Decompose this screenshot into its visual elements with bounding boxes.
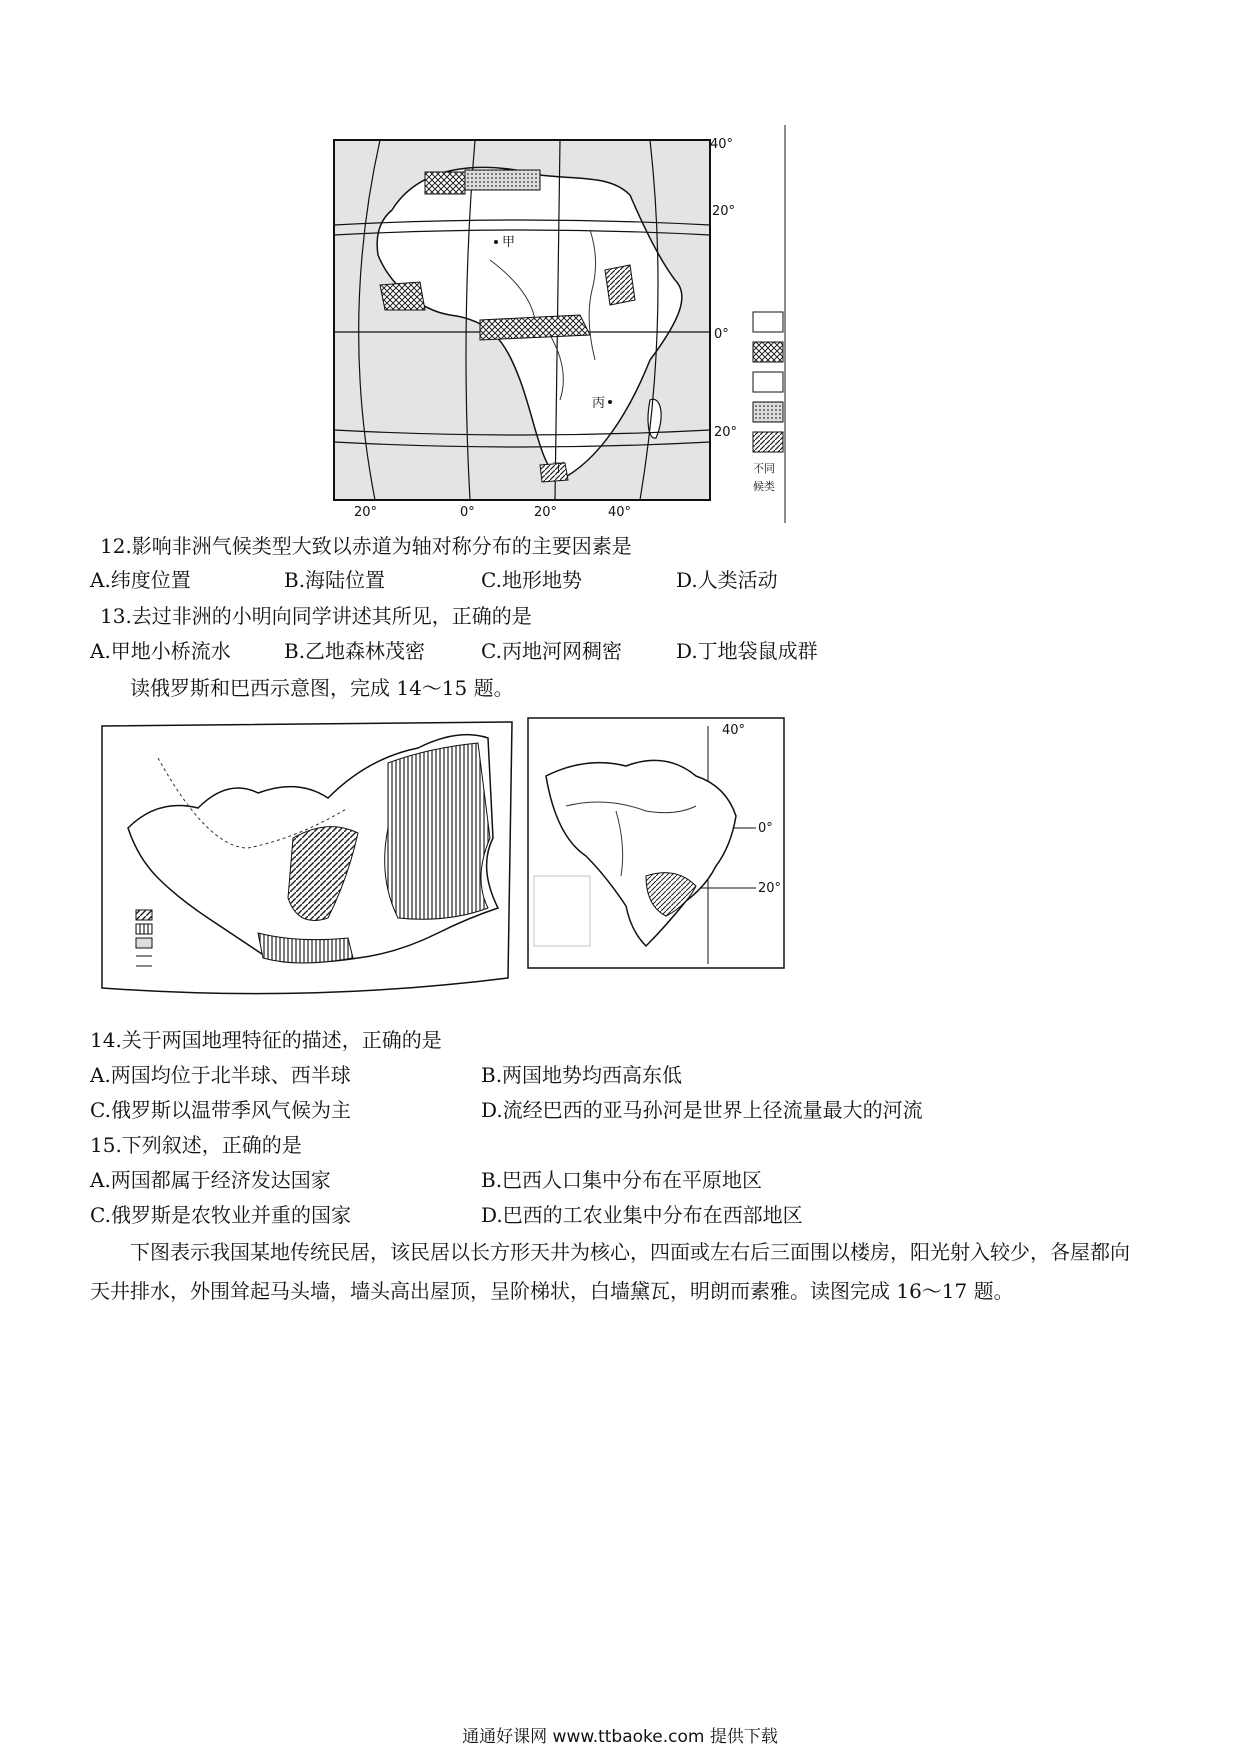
place-label-bing: 丙 [592,396,606,411]
page-footer: 通通好课网 www.ttbaoke.com 提供下载 [462,1727,778,1747]
q13-option-c: C.丙地河网稠密 [481,639,622,663]
lon-label-0: 0° [460,505,475,520]
brazil-lat-label-20: 20° [758,881,782,896]
lon-label-20e: 20° [534,505,558,520]
q12-option-d: D.人类活动 [676,568,778,592]
brazil-map [526,716,788,972]
lon-label-40e: 40° [608,505,632,520]
legend-swatch-1 [753,312,783,332]
legend-note-1: 不同 [753,462,775,475]
intro-16-17: 下图表示我国某地传统民居，该民居以长方形天井为核心，四面或左右后三面围以楼房，阳光射入较少，各屋都向天井排水，外围耸起马头墙，墙头高出屋顶，呈阶梯状，白墙黛瓦，明朗而素雅。读图完成 16～17 题。 [90,1240,1130,1303]
lat-label-20n: 20° [712,204,736,219]
question-14-stem: 14.关于两国地理特征的描述，正确的是 [90,1028,442,1052]
q14-option-d: D.流经巴西的亚马孙河是世界上径流量最大的河流 [481,1098,923,1122]
brazil-lat-label-0: 0° [758,821,773,836]
legend-swatch-4 [753,402,783,422]
q15-option-b: B.巴西人口集中分布在平原地区 [481,1168,763,1192]
question-13-stem: 13.去过非洲的小明向同学讲述其所见，正确的是 [100,604,532,628]
place-label-ding: 丁 [552,461,566,476]
lat-label-40n: 40° [710,137,734,152]
brazil-legend [534,876,590,946]
q15-option-c: C.俄罗斯是农牧业并重的国家 [90,1203,351,1227]
q13-option-b: B.乙地森林茂密 [284,639,426,663]
q15-option-a: A.两国都属于经济发达国家 [90,1168,331,1192]
lat-label-20s: 20° [714,425,738,440]
q13-option-d: D.丁地袋鼠成群 [676,639,818,663]
question-12-stem: 12.影响非洲气候类型大致以赤道为轴对称分布的主要因素是 [100,534,632,558]
lat-label-0: 0° [714,327,729,342]
q12-option-c: C.地形地势 [481,568,582,592]
q14-option-c: C.俄罗斯以温带季风气候为主 [90,1098,351,1122]
africa-map [330,120,800,525]
q15-option-d: D.巴西的工农业集中分布在西部地区 [481,1203,803,1227]
place-label-jia: 甲 [502,235,516,250]
intro-14-15: 读俄罗斯和巴西示意图，完成 14～15 题。 [130,676,514,700]
question-15-stem: 15.下列叙述，正确的是 [90,1133,302,1157]
q13-option-a: A.甲地小桥流水 [90,639,231,663]
legend-swatch-5 [753,432,783,452]
lon-label-20w: 20° [354,505,378,520]
legend-swatch-2 [753,342,783,362]
q14-option-a: A.两国均位于北半球、西半球 [90,1063,351,1087]
brazil-lon-label-40: 40° [722,723,746,738]
legend-note-2: 候类 [753,480,775,493]
legend-swatch-3 [753,372,783,392]
russia-map [98,718,518,1008]
q12-option-a: A.纬度位置 [90,568,191,592]
q14-option-b: B.两国地势均西高东低 [481,1063,683,1087]
q12-option-b: B.海陆位置 [284,568,386,592]
